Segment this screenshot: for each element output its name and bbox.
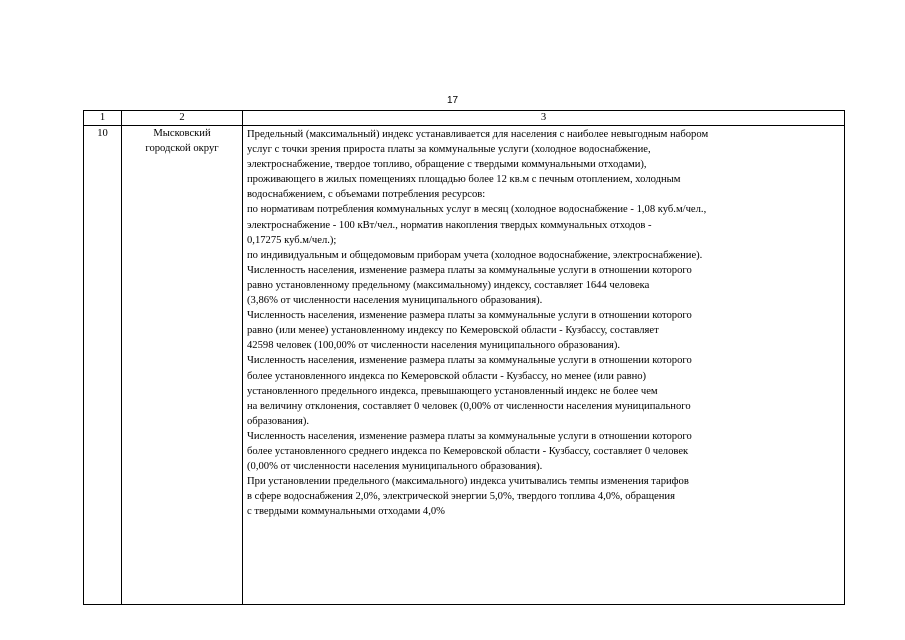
text-line: 42598 человек (100,00% от численности населения муниципального образования). (247, 340, 621, 352)
text-line: установленного предельного индекса, превышающего установленный индекс не более чем (247, 385, 658, 397)
text-line: 0,17275 куб.м/чел.); (247, 234, 337, 246)
description-cell (243, 126, 845, 605)
header-cell-2: 2 (122, 111, 243, 126)
text-line: услуг с точки зрения прироста платы за коммунальные услуги (холодное водоснабжение, (247, 144, 651, 156)
text-line: (3,86% от численности населения муниципального образования). (247, 295, 543, 307)
text-line: При установлении предельного (максимального) индекса учитывались темпы изменения тарифов (247, 476, 689, 488)
text-line: равно установленному предельному (максимальному) индексу, составляет 1644 человека (247, 279, 650, 291)
text-line: Предельный (максимальный) индекс устанавливается для населения с наиболее невыгодным набором (247, 129, 709, 140)
text-line: более установленного среднего индекса по Кемеровской области - Кузбассу, составляет 0 человек (247, 445, 689, 457)
text-line: по индивидуальным и общедомовым приборам учета (холодное водоснабжение, электроснабжение). (247, 249, 703, 261)
text-line: Численность населения, изменение размера платы за коммунальные услуги в отношении которого (247, 264, 692, 276)
text-line: проживающего в жилых помещениях площадью более 12 кв.м с печным отоплением, холодным (247, 174, 681, 186)
text-line: образования). (247, 415, 310, 427)
row-number: 10 (97, 128, 108, 139)
document-table (83, 110, 845, 605)
text-line: на величину отклонения, составляет 0 человек (0,00% от численности населения муниципального (247, 400, 691, 412)
municipality-name-line: городской округ (145, 143, 219, 155)
text-line: по нормативам потребления коммунальных услуг в месяц (холодное водоснабжение - 1,08 куб.м/чел., (247, 204, 707, 216)
text-line: электроснабжение, твердое топливо, обращение с твердыми коммунальными отходами), (247, 159, 647, 171)
text-line: электроснабжение - 100 кВт/чел., норматив накопления твердых коммунальных отходов - (247, 219, 652, 231)
table-header-row (84, 111, 845, 126)
municipality-name-line: Мысковский (153, 128, 211, 139)
table-row (84, 126, 845, 605)
text-line: Численность населения, изменение размера платы за коммунальные услуги в отношении которого (247, 430, 692, 442)
row-number-cell (84, 126, 122, 605)
text-line: Численность населения, изменение размера платы за коммунальные услуги в отношении которого (247, 355, 692, 367)
header-cell-3: 3 (243, 111, 845, 126)
text-line: Численность населения, изменение размера платы за коммунальные услуги в отношении которого (247, 310, 692, 322)
page-number: 17 (446, 95, 459, 106)
municipality-cell (122, 126, 243, 605)
text-line: с твердыми коммунальными отходами 4,0% (247, 506, 445, 518)
text-line: (0,00% от численности населения муниципального образования). (247, 461, 543, 473)
header-cell-1: 1 (84, 111, 122, 126)
text-line: водоснабжением, с объемами потребления ресурсов: (247, 189, 486, 201)
text-line: равно (или менее) установленному индексу по Кемеровской области - Кузбассу, составляет (247, 325, 659, 337)
text-line: в сфере водоснабжения 2,0%, электрической энергии 5,0%, твердого топлива 4,0%, обращения (247, 491, 675, 503)
text-line: более установленного индекса по Кемеровской области - Кузбассу, но менее (или равно) (247, 370, 647, 382)
